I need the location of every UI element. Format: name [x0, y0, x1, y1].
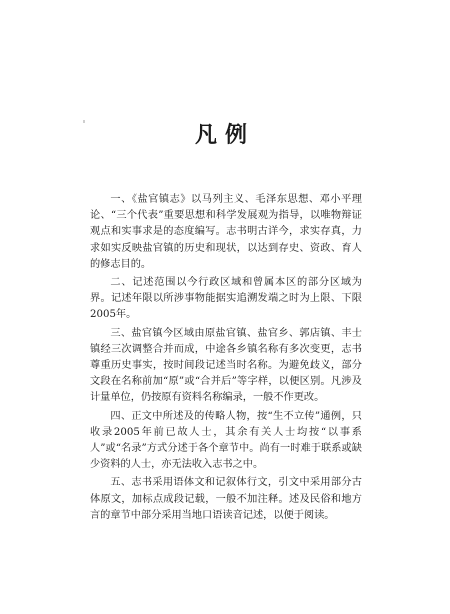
page-title: 凡例 [194, 122, 255, 148]
paragraph-2: 二、记述范围以今行政区域和曾属本区的部分区域为界。记述年限以所涉事物能据实追溯发端之时为上限、下限2005年。 [90, 277, 362, 321]
paragraph-5: 五、志书采用语体文和记叙体行文，引文中采用部分古体原文，加标点成段记载，一般不加注释。述及民俗和地方言的章节中部分采用当地口语读音记述，以便于阅读。 [90, 477, 362, 521]
body-text [90, 192, 362, 526]
paragraph-3: 三、盐官镇今区域由原盐官镇、盐官乡、郭店镇、丰士镇经三次调整合并而成，中途各乡镇名称有多次变更，志书尊重历史事实，按时间段记述当时名称。为避免歧义，部分文段在名称前加“原”或“合并后”等字样，以便区别。凡涉及计量单位，仍按原有资料名称编录，一般不作更改。 [90, 327, 362, 404]
paragraph-4: 四、正文中所述及的传略人物，按“生不立传”通例，只收录2005年前已故人士，其余有关人士均按“以事系人”或“名录”方式分述于各个章节中。尚有一时难于联系或缺少资料的人士，亦无法收入志书之中。 [90, 410, 362, 471]
paragraph-1: 一、《盐官镇志》以马列主义、毛泽东思想、邓小平理论、“三个代表”重要思想和科学发展观为指导，以唯物辩证观点和实事求是的态度编写。志书明古详今，求实存真，力求如实反映盐官镇的历史和现状，以达到存史、资政、育人的修志目的。 [90, 194, 362, 270]
